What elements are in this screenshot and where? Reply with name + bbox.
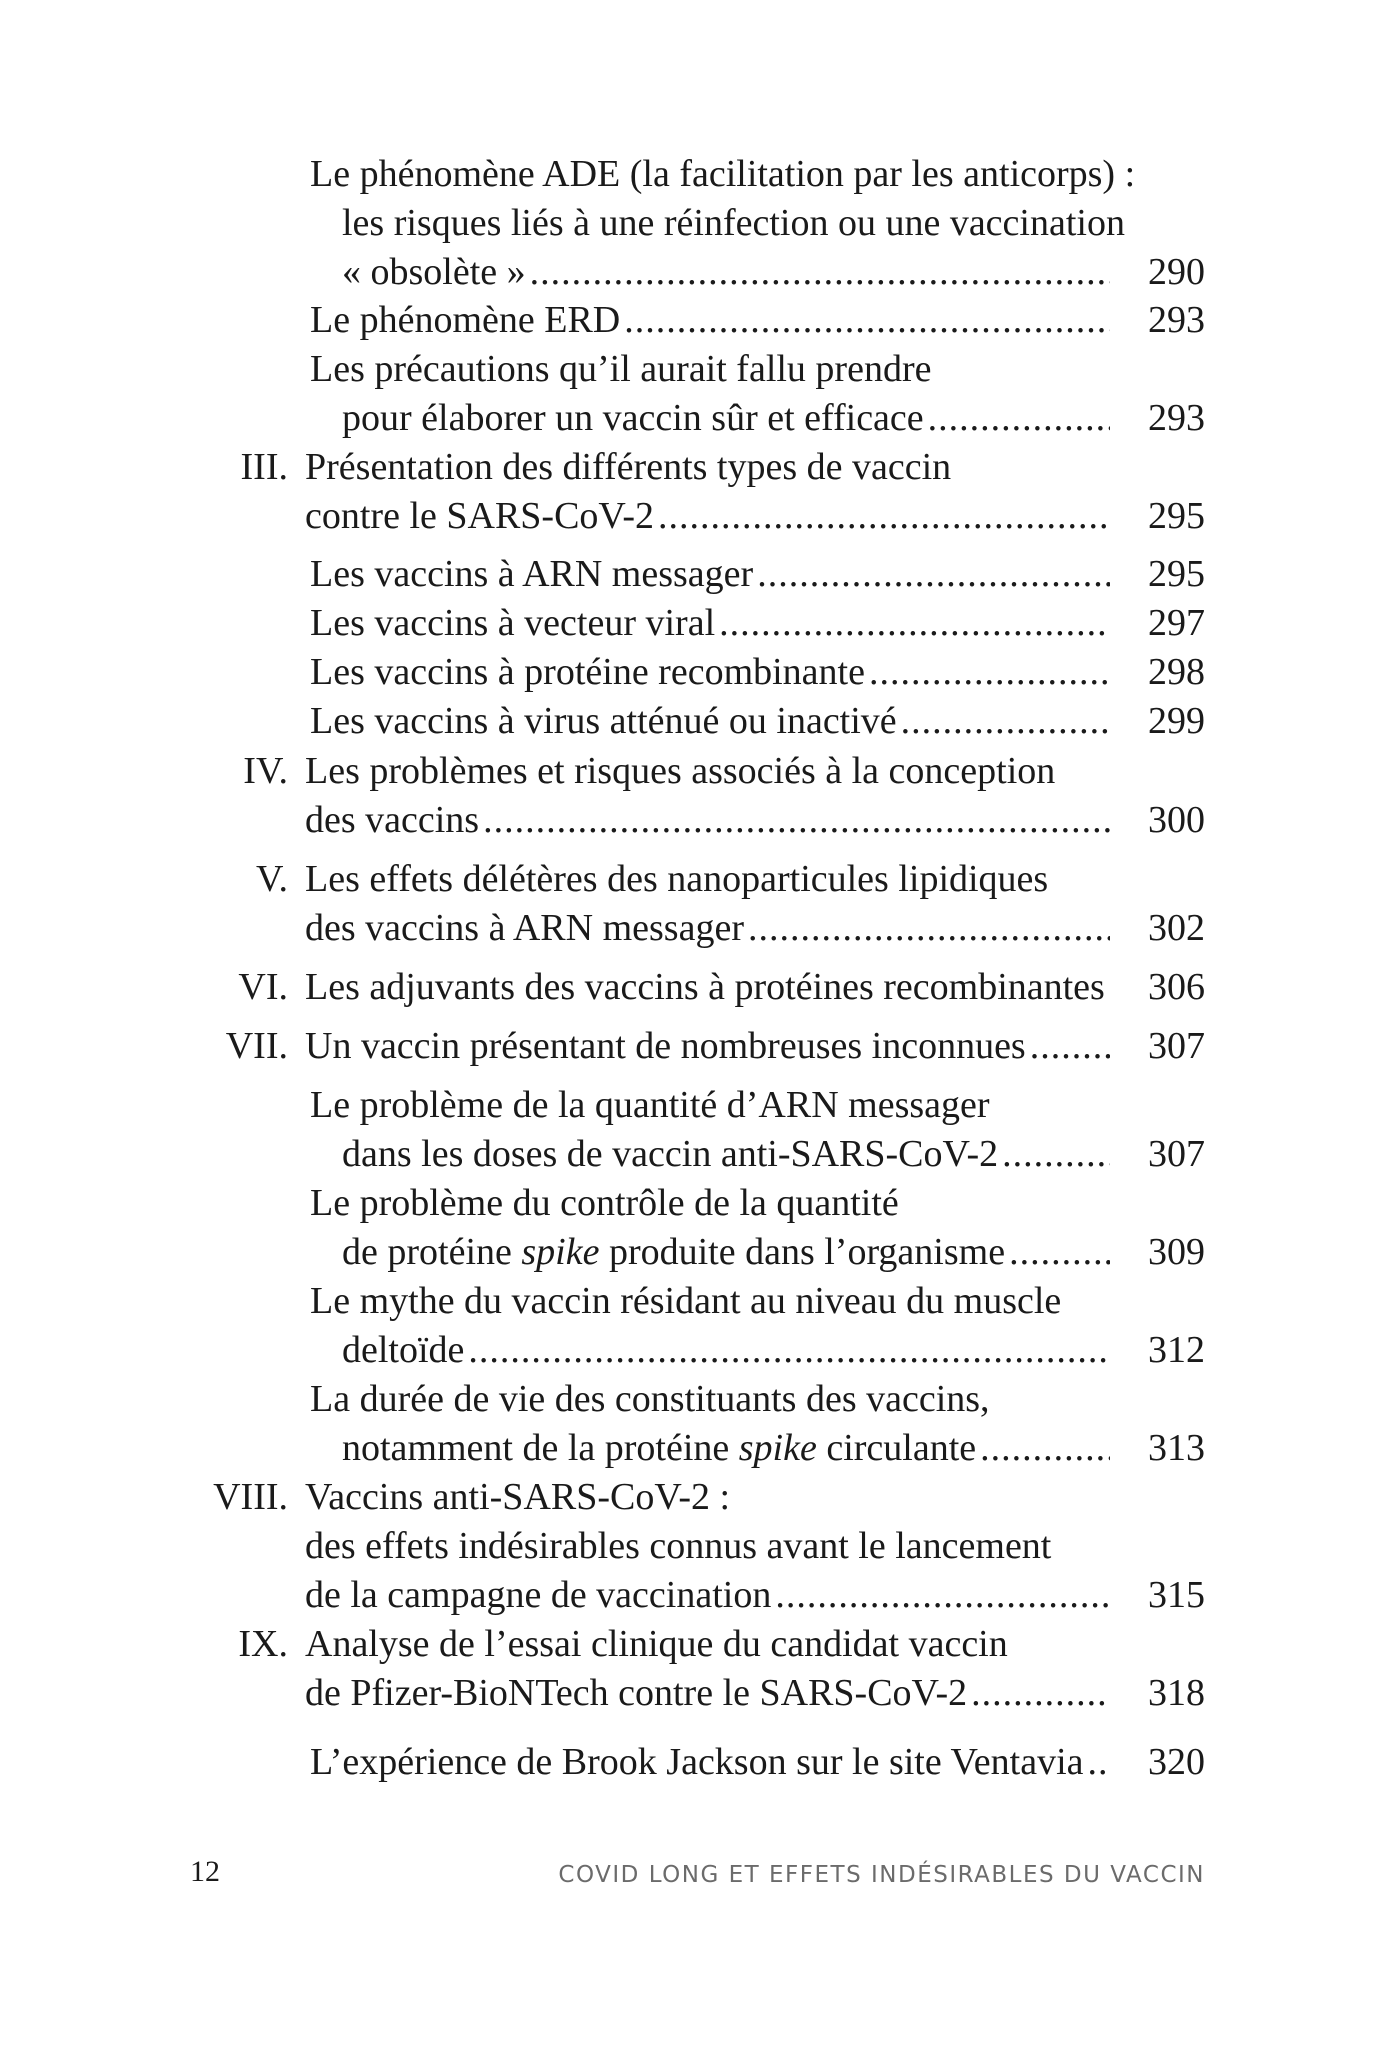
toc-entry-text: Le phénomène ADE (la facilitation par les anticorps) : xyxy=(310,153,1136,195)
dot-leader xyxy=(658,492,1110,540)
toc-entry-text: Le problème du contrôle de la quantité xyxy=(310,1182,899,1224)
toc-entry xyxy=(0,599,1400,648)
dot-leader xyxy=(757,550,1110,598)
toc-entry-text: des vaccins xyxy=(305,799,480,841)
toc-entry xyxy=(0,150,1400,297)
toc-entry xyxy=(0,747,1400,845)
toc-entry xyxy=(0,1081,1400,1179)
dot-leader xyxy=(468,1326,1110,1374)
toc-entry-numeral: IV. xyxy=(243,750,288,792)
toc-entry-text: des effets indésirables connus avant le lancement xyxy=(305,1525,1052,1567)
toc-entry xyxy=(0,550,1400,599)
toc-entry-text: les risques liés à une réinfection ou une vaccination xyxy=(342,202,1125,244)
dot-leader xyxy=(980,1424,1110,1472)
toc-entry-page: 297 xyxy=(1148,602,1205,644)
toc-entry-text: de protéine spike produite dans l’organisme xyxy=(342,1231,1006,1273)
dot-leader xyxy=(1002,1130,1110,1178)
toc-entry-page: 293 xyxy=(1148,397,1205,439)
toc-entry-text: Un vaccin présentant de nombreuses inconnues xyxy=(305,1025,1026,1067)
toc-entry-page: 299 xyxy=(1148,700,1205,742)
toc-entry-text: Présentation des différents types de vaccin xyxy=(305,446,952,488)
toc-entry-text: Vaccins anti-SARS-CoV-2 : xyxy=(305,1476,731,1518)
toc-entry-text: Analyse de l’essai clinique du candidat vaccin xyxy=(305,1623,1008,1665)
toc-entry xyxy=(0,1738,1400,1787)
toc-entry-text: dans les doses de vaccin anti-SARS-CoV-2 xyxy=(342,1133,999,1175)
toc-entry-numeral: IX. xyxy=(238,1623,288,1665)
toc-entry-text: deltoïde xyxy=(342,1329,465,1371)
toc-entry-page: 309 xyxy=(1148,1231,1205,1273)
dot-leader xyxy=(928,394,1110,442)
toc-entry-page: 290 xyxy=(1148,251,1205,293)
dot-leader xyxy=(1009,1228,1110,1276)
toc-entry-page: 306 xyxy=(1148,966,1205,1008)
toc-entry-page: 295 xyxy=(1148,495,1205,537)
dot-leader xyxy=(971,1669,1110,1717)
toc-entry-text: pour élaborer un vaccin sûr et efficace xyxy=(342,397,924,439)
toc-entry-text: Le mythe du vaccin résidant au niveau du muscle xyxy=(310,1280,1062,1322)
toc-entry-numeral: III. xyxy=(240,446,288,488)
toc-entry-text: des vaccins à ARN messager xyxy=(305,907,744,949)
toc-entry xyxy=(0,697,1400,746)
toc-entry-text: Le problème de la quantité d’ARN messager xyxy=(310,1084,990,1126)
toc-entry-numeral: V. xyxy=(255,858,288,900)
toc-entry-page: 313 xyxy=(1148,1427,1205,1469)
dot-leader xyxy=(719,599,1110,647)
toc-entry-text: Les problèmes et risques associés à la conception xyxy=(305,750,1056,792)
dot-leader xyxy=(530,248,1110,296)
toc-entry-text: notamment de la protéine spike circulante xyxy=(342,1427,977,1469)
toc-entry-page: 293 xyxy=(1148,299,1205,341)
toc-entry-text: de la campagne de vaccination xyxy=(305,1574,772,1616)
toc-entry-text: Les précautions qu’il aurait fallu prendre xyxy=(310,348,932,390)
toc-entry xyxy=(0,1277,1400,1375)
toc-entry-page: 302 xyxy=(1148,907,1205,949)
toc-entry xyxy=(0,855,1400,953)
toc-entry-text: de Pfizer-BioNTech contre le SARS-CoV-2 xyxy=(305,1672,968,1714)
dot-leader xyxy=(869,648,1110,696)
toc-entry xyxy=(0,648,1400,697)
toc-entry xyxy=(0,1022,1400,1071)
toc-entry-text: « obsolète » xyxy=(342,251,526,293)
toc-entry xyxy=(0,1620,1400,1718)
toc-entry-text: Le phénomène ERD xyxy=(310,299,621,341)
toc-entry-numeral: VI. xyxy=(238,966,288,1008)
toc-entry xyxy=(0,1179,1400,1277)
toc-entry-text: Les effets délétères des nanoparticules lipidiques xyxy=(305,858,1049,900)
toc-entry-numeral: VII. xyxy=(225,1025,288,1067)
toc-entry xyxy=(0,963,1400,1012)
toc-entry xyxy=(0,1473,1400,1620)
toc-entry xyxy=(0,296,1400,345)
toc-entry-page: 300 xyxy=(1148,799,1205,841)
dot-leader xyxy=(748,904,1110,952)
toc-entry-page: 307 xyxy=(1148,1133,1205,1175)
dot-leader xyxy=(1030,1022,1110,1070)
toc-entry xyxy=(0,345,1400,443)
toc-entry-text: Les vaccins à ARN messager xyxy=(310,553,754,595)
toc-entry-page: 295 xyxy=(1148,553,1205,595)
toc-entry-page: 318 xyxy=(1148,1672,1205,1714)
dot-leader xyxy=(901,697,1110,745)
dot-leader xyxy=(1088,1738,1111,1786)
toc-entry xyxy=(0,1375,1400,1473)
toc-entry-text: Les vaccins à virus atténué ou inactivé xyxy=(310,700,897,742)
dot-leader xyxy=(1109,963,1110,1011)
toc-entry-numeral: VIII. xyxy=(213,1476,288,1518)
toc-entry-page: 312 xyxy=(1148,1329,1205,1371)
toc-entry-text: contre le SARS-CoV-2 xyxy=(305,495,655,537)
page-number: 12 xyxy=(190,1855,220,1888)
dot-leader xyxy=(483,796,1110,844)
toc-entry-page: 315 xyxy=(1148,1574,1205,1616)
toc-entry-page: 298 xyxy=(1148,651,1205,693)
running-head: COVID LONG ET EFFETS INDÉSIRABLES DU VACCIN xyxy=(558,1862,1205,1888)
toc-entry-page: 320 xyxy=(1148,1741,1205,1783)
toc-entry-text: Les adjuvants des vaccins à protéines recombinantes xyxy=(305,966,1105,1008)
toc-entry-page: 307 xyxy=(1148,1025,1205,1067)
toc-entry-text: L’expérience de Brook Jackson sur le site Ventavia xyxy=(310,1741,1084,1783)
dot-leader xyxy=(624,296,1110,344)
dot-leader xyxy=(775,1571,1110,1619)
toc-entry-text: La durée de vie des constituants des vaccins, xyxy=(310,1378,990,1420)
toc-entry-text: Les vaccins à protéine recombinante xyxy=(310,651,865,693)
toc-entry-text: Les vaccins à vecteur viral xyxy=(310,602,716,644)
toc-entry xyxy=(0,443,1400,541)
